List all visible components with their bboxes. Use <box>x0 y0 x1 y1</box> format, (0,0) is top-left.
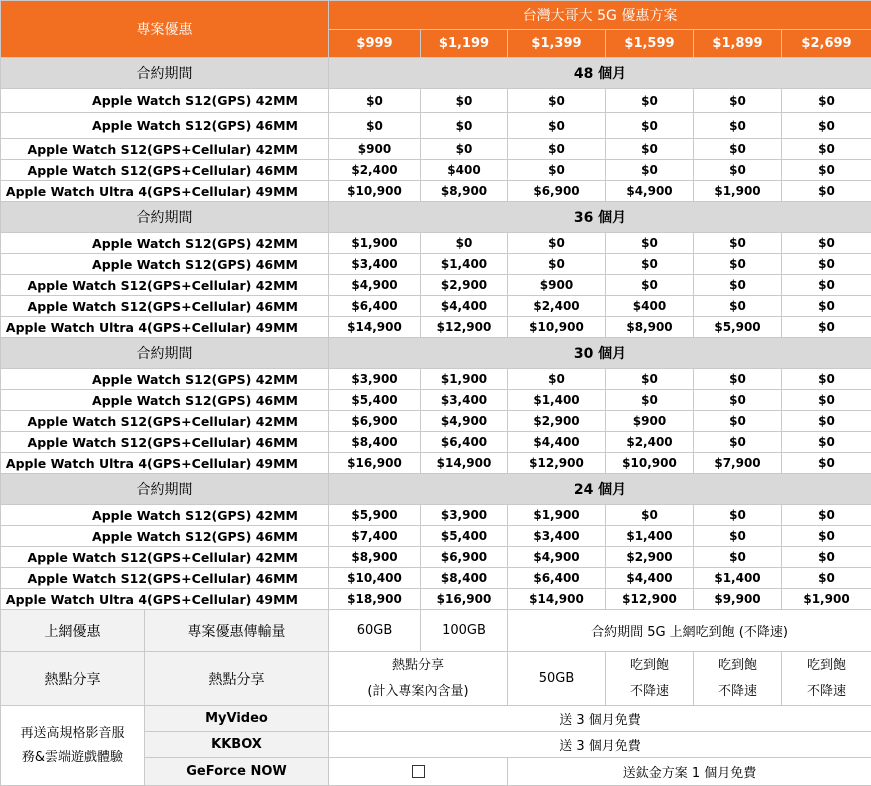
extra-label-line: 務&雲端遊戲體驗 <box>1 746 144 770</box>
device-model: Apple Watch S12(GPS+Cellular) 42MM <box>1 139 329 160</box>
device-model: Apple Watch S12(GPS) 46MM <box>1 390 329 411</box>
device-price-cell: $8,400 <box>421 568 508 589</box>
device-price-cell: $0 <box>782 113 871 139</box>
device-price-cell: $5,900 <box>694 317 782 338</box>
table-row <box>1 160 871 181</box>
hotspot-unlimited-cell <box>606 652 694 706</box>
device-price-cell: $8,900 <box>329 547 421 568</box>
device-price-cell: $18,900 <box>329 589 421 610</box>
device-price-cell: $12,900 <box>606 589 694 610</box>
table-row <box>1 589 871 610</box>
device-model: Apple Watch S12(GPS) 46MM <box>1 113 329 139</box>
device-price-cell: $14,900 <box>329 317 421 338</box>
hotspot-note-line: 熱點分享 <box>329 653 507 679</box>
table-row <box>1 296 871 317</box>
device-price-cell: $3,400 <box>508 526 606 547</box>
device-price-cell: $1,400 <box>694 568 782 589</box>
device-price-cell: $0 <box>421 113 508 139</box>
device-price-cell: $1,900 <box>508 505 606 526</box>
device-price-cell: $0 <box>694 254 782 275</box>
device-price-cell: $0 <box>782 547 871 568</box>
device-price-cell: $10,400 <box>329 568 421 589</box>
device-price-cell: $0 <box>508 233 606 254</box>
table-row <box>1 526 871 547</box>
device-model: Apple Watch S12(GPS) 46MM <box>1 526 329 547</box>
device-price-cell: $0 <box>782 160 871 181</box>
price-header: $1,899 <box>694 30 782 58</box>
device-price-cell: $3,900 <box>329 369 421 390</box>
device-model: Apple Watch S12(GPS+Cellular) 46MM <box>1 296 329 317</box>
device-price-cell: $1,900 <box>329 233 421 254</box>
table-title: 台灣大哥大 5G 優惠方案 <box>329 1 871 30</box>
device-price-cell: $0 <box>694 369 782 390</box>
contract-period-value: 36 個月 <box>329 202 871 233</box>
unlimited-data-note: 合約期間 5G 上網吃到飽 (不降速) <box>508 610 871 652</box>
data-allowance-value: 100GB <box>421 610 508 652</box>
device-model: Apple Watch S12(GPS) 42MM <box>1 233 329 254</box>
device-price-cell: $0 <box>694 113 782 139</box>
device-price-cell: $5,900 <box>329 505 421 526</box>
device-price-cell: $4,900 <box>421 411 508 432</box>
device-price-cell: $0 <box>694 160 782 181</box>
device-price-cell: $1,400 <box>421 254 508 275</box>
device-price-cell: $0 <box>508 254 606 275</box>
device-price-cell: $0 <box>782 453 871 474</box>
device-price-cell: $2,900 <box>421 275 508 296</box>
table-row <box>1 411 871 432</box>
device-price-cell: $0 <box>694 547 782 568</box>
device-price-cell: $4,900 <box>606 181 694 202</box>
device-price-cell: $1,900 <box>694 181 782 202</box>
device-price-cell: $4,900 <box>329 275 421 296</box>
device-model: Apple Watch S12(GPS+Cellular) 42MM <box>1 547 329 568</box>
section-header-row <box>1 202 871 233</box>
device-price-cell: $0 <box>694 296 782 317</box>
device-price-cell: $0 <box>606 113 694 139</box>
device-price-cell: $0 <box>606 275 694 296</box>
device-price-cell: $0 <box>606 89 694 113</box>
data-allowance-value: 60GB <box>329 610 421 652</box>
device-price-cell: $0 <box>606 390 694 411</box>
price-header: $1,599 <box>606 30 694 58</box>
extra-services-label <box>1 706 145 786</box>
table-row <box>1 181 871 202</box>
device-model: Apple Watch Ultra 4(GPS+Cellular) 49MM <box>1 181 329 202</box>
device-price-cell: $0 <box>694 390 782 411</box>
device-price-cell: $7,400 <box>329 526 421 547</box>
device-price-cell: $0 <box>508 113 606 139</box>
device-price-cell: $5,400 <box>329 390 421 411</box>
device-price-cell: $0 <box>694 233 782 254</box>
device-price-cell: $8,900 <box>421 181 508 202</box>
device-price-cell: $0 <box>782 411 871 432</box>
device-model: Apple Watch S12(GPS) 46MM <box>1 254 329 275</box>
no-throttle-line: 不降速 <box>694 679 781 705</box>
price-header: $999 <box>329 30 421 58</box>
table-row <box>1 113 871 139</box>
device-price-cell: $0 <box>694 275 782 296</box>
service-name: MyVideo <box>145 706 329 732</box>
device-price-cell: $10,900 <box>508 317 606 338</box>
contract-period-label: 合約期間 <box>1 474 329 505</box>
device-model: Apple Watch Ultra 4(GPS+Cellular) 49MM <box>1 453 329 474</box>
device-price-cell: $0 <box>694 505 782 526</box>
device-price-cell: $0 <box>782 139 871 160</box>
checkbox[interactable] <box>412 765 425 778</box>
data-offer-label: 上網優惠 <box>1 610 145 652</box>
device-price-cell: $0 <box>606 369 694 390</box>
device-price-cell: $0 <box>606 139 694 160</box>
price-header: $1,199 <box>421 30 508 58</box>
device-price-cell: $0 <box>782 233 871 254</box>
device-price-cell: $4,400 <box>606 568 694 589</box>
device-price-cell: $0 <box>782 296 871 317</box>
device-price-cell: $6,400 <box>508 568 606 589</box>
device-price-cell: $0 <box>606 505 694 526</box>
device-price-cell: $900 <box>508 275 606 296</box>
device-price-cell: $0 <box>329 113 421 139</box>
device-price-cell: $0 <box>508 160 606 181</box>
hotspot-note-line: (計入專案內含量) <box>329 679 507 705</box>
hotspot-row <box>1 652 871 706</box>
device-price-cell: $16,900 <box>329 453 421 474</box>
device-price-cell: $14,900 <box>421 453 508 474</box>
device-price-cell: $12,900 <box>421 317 508 338</box>
device-model: Apple Watch S12(GPS+Cellular) 42MM <box>1 275 329 296</box>
device-price-cell: $0 <box>782 254 871 275</box>
device-price-cell: $0 <box>694 526 782 547</box>
extra-label-line: 再送高規格影音服 <box>1 722 144 746</box>
device-price-cell: $400 <box>421 160 508 181</box>
table-row <box>1 139 871 160</box>
device-price-cell: $0 <box>782 526 871 547</box>
table-row <box>1 275 871 296</box>
table-row <box>1 233 871 254</box>
table-row <box>1 547 871 568</box>
no-throttle-line: 不降速 <box>606 679 693 705</box>
device-price-cell: $0 <box>694 432 782 453</box>
unlimited-line: 吃到飽 <box>694 653 781 679</box>
plan-col-header: 專案優惠 <box>1 1 329 58</box>
contract-period-value: 48 個月 <box>329 58 871 89</box>
contract-period-label: 合約期間 <box>1 58 329 89</box>
device-price-cell: $0 <box>782 390 871 411</box>
table-row <box>1 453 871 474</box>
device-price-cell: $0 <box>782 275 871 296</box>
device-price-cell: $7,900 <box>694 453 782 474</box>
service-offer: 送 3 個月免費 <box>329 732 871 758</box>
contract-period-value: 30 個月 <box>329 338 871 369</box>
price-header: $2,699 <box>782 30 871 58</box>
table-row <box>1 390 871 411</box>
device-price-cell: $900 <box>606 411 694 432</box>
device-price-cell: $0 <box>421 89 508 113</box>
hotspot-unlimited-cell <box>782 652 871 706</box>
hotspot-sub-label: 熱點分享 <box>145 652 329 706</box>
contract-period-label: 合約期間 <box>1 202 329 233</box>
device-price-cell: $0 <box>782 89 871 113</box>
device-price-cell: $0 <box>782 369 871 390</box>
table-row <box>1 317 871 338</box>
device-price-cell: $1,400 <box>606 526 694 547</box>
device-model: Apple Watch S12(GPS+Cellular) 46MM <box>1 432 329 453</box>
device-price-cell: $4,900 <box>508 547 606 568</box>
device-price-cell: $2,400 <box>329 160 421 181</box>
table-row <box>1 369 871 390</box>
device-price-cell: $0 <box>421 233 508 254</box>
device-price-cell: $0 <box>782 317 871 338</box>
device-price-cell: $0 <box>508 139 606 160</box>
no-throttle-line: 不降速 <box>782 679 871 705</box>
checkbox-cell <box>329 758 508 786</box>
device-price-cell: $14,900 <box>508 589 606 610</box>
device-price-cell: $10,900 <box>606 453 694 474</box>
device-price-cell: $6,400 <box>329 296 421 317</box>
device-price-cell: $0 <box>782 432 871 453</box>
device-price-cell: $1,400 <box>508 390 606 411</box>
hotspot-value: 50GB <box>508 652 606 706</box>
device-price-cell: $4,400 <box>421 296 508 317</box>
device-price-cell: $6,400 <box>421 432 508 453</box>
device-price-cell: $12,900 <box>508 453 606 474</box>
device-price-cell: $0 <box>694 139 782 160</box>
device-model: Apple Watch S12(GPS+Cellular) 46MM <box>1 160 329 181</box>
device-price-cell: $0 <box>508 369 606 390</box>
device-price-cell: $0 <box>606 160 694 181</box>
device-price-cell: $0 <box>606 254 694 275</box>
device-price-cell: $10,900 <box>329 181 421 202</box>
device-price-cell: $0 <box>329 89 421 113</box>
table-row <box>1 254 871 275</box>
device-price-cell: $9,900 <box>694 589 782 610</box>
hotspot-unlimited-cell <box>694 652 782 706</box>
device-price-cell: $0 <box>782 568 871 589</box>
device-model: Apple Watch S12(GPS+Cellular) 42MM <box>1 411 329 432</box>
device-price-cell: $0 <box>694 89 782 113</box>
device-model: Apple Watch S12(GPS) 42MM <box>1 505 329 526</box>
hotspot-note-cell <box>329 652 508 706</box>
device-model: Apple Watch S12(GPS+Cellular) 46MM <box>1 568 329 589</box>
device-price-cell: $3,400 <box>421 390 508 411</box>
section-header-row <box>1 474 871 505</box>
device-price-cell: $0 <box>694 411 782 432</box>
device-price-cell: $0 <box>782 181 871 202</box>
contract-period-label: 合約期間 <box>1 338 329 369</box>
service-name: KKBOX <box>145 732 329 758</box>
unlimited-line: 吃到飽 <box>606 653 693 679</box>
device-price-cell: $2,900 <box>508 411 606 432</box>
device-price-cell: $1,900 <box>782 589 871 610</box>
device-price-cell: $8,400 <box>329 432 421 453</box>
device-price-cell: $2,400 <box>606 432 694 453</box>
device-price-cell: $900 <box>329 139 421 160</box>
device-price-cell: $3,900 <box>421 505 508 526</box>
device-model: Apple Watch Ultra 4(GPS+Cellular) 49MM <box>1 589 329 610</box>
service-offer: 送 3 個月免費 <box>329 706 871 732</box>
price-header: $1,399 <box>508 30 606 58</box>
table-row <box>1 89 871 113</box>
service-name: GeForce NOW <box>145 758 329 786</box>
device-price-cell: $5,400 <box>421 526 508 547</box>
table-row <box>1 505 871 526</box>
data-allowance-label: 專案優惠傳輸量 <box>145 610 329 652</box>
device-model: Apple Watch Ultra 4(GPS+Cellular) 49MM <box>1 317 329 338</box>
device-price-cell: $3,400 <box>329 254 421 275</box>
device-model: Apple Watch S12(GPS) 42MM <box>1 89 329 113</box>
device-price-cell: $4,400 <box>508 432 606 453</box>
unlimited-line: 吃到飽 <box>782 653 871 679</box>
table-row <box>1 432 871 453</box>
device-price-cell: $2,400 <box>508 296 606 317</box>
device-price-cell: $6,900 <box>508 181 606 202</box>
section-header-row <box>1 338 871 369</box>
device-price-cell: $0 <box>782 505 871 526</box>
device-price-cell: $6,900 <box>329 411 421 432</box>
section-header-row <box>1 58 871 89</box>
device-price-cell: $0 <box>606 233 694 254</box>
contract-period-value: 24 個月 <box>329 474 871 505</box>
device-price-cell: $0 <box>508 89 606 113</box>
device-price-cell: $400 <box>606 296 694 317</box>
extra-service-row <box>1 706 871 732</box>
hotspot-label: 熱點分享 <box>1 652 145 706</box>
device-model: Apple Watch S12(GPS) 42MM <box>1 369 329 390</box>
data-allowance-row <box>1 610 871 652</box>
table-row <box>1 568 871 589</box>
device-price-cell: $1,900 <box>421 369 508 390</box>
device-price-cell: $16,900 <box>421 589 508 610</box>
service-offer: 送鈦金方案 1 個月免費 <box>508 758 871 786</box>
device-price-cell: $8,900 <box>606 317 694 338</box>
device-price-cell: $0 <box>421 139 508 160</box>
device-price-cell: $6,900 <box>421 547 508 568</box>
device-price-cell: $2,900 <box>606 547 694 568</box>
